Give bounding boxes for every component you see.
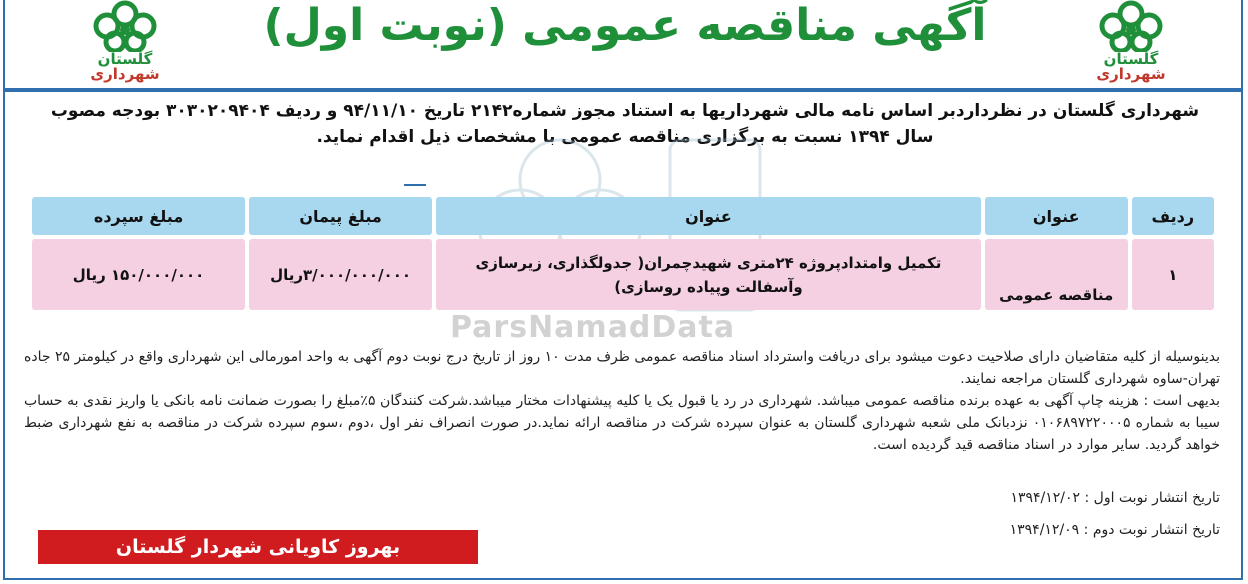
cell-title bbox=[436, 239, 981, 310]
header-row-number: ردیف bbox=[1132, 197, 1214, 235]
decorative-mark bbox=[404, 184, 426, 186]
flower-logo-icon bbox=[1091, 0, 1171, 52]
cell-contract-amount: ۳/۰۰۰/۰۰۰/۰۰۰ریال bbox=[249, 239, 432, 310]
municipality-logo-left bbox=[70, 0, 180, 86]
flower-logo-icon bbox=[85, 0, 165, 52]
header-divider bbox=[3, 88, 1243, 92]
page-title: آگهی مناقصه عمومی (نوبت اول) bbox=[263, 0, 987, 51]
cell-title-line1: تکمیل وامتدادپروژه ۲۴متری شهیدچمران( جدولگذاری، زیرسازی bbox=[475, 253, 942, 272]
cell-title-line2: وآسفالت وپیاده روسازی) bbox=[614, 277, 803, 296]
table-row bbox=[32, 239, 1214, 310]
municipality-logo-right bbox=[1076, 0, 1186, 86]
body-text bbox=[24, 346, 1220, 456]
cell-row-number: ۱ bbox=[1132, 239, 1214, 310]
body-paragraph-2: بدیهی است : هزینه چاپ آگهی به عهده برنده مناقصه عمومی میباشد. شهرداری در رد یا قبول یک یا کلیه پیشنهادات مختار میباشد.شرکت کنندگان ۵٪مبلغ را بصورت ضمانت نامه بانکی یا واریز نقدی به حساب سیبا به شماره ۰۱۰۶۸۹۷۲۲۰۰۰۵ نزدبانک ملی شعبه شهرداری گلستان به عنوان سپرده شرکت در مناقصه ارائه نماید.در صورت انصراف نفر اول ،دوم ،سوم سپرده شرکت در مناقصه به نفع شهرداری ضبط خواهد گردید. سایر موارد در اسناد مناقصه قید گردیده است. bbox=[24, 393, 1220, 453]
cell-type bbox=[985, 239, 1128, 310]
publish-date-first: تاریخ انتشار نوبت اول : ۱۳۹۴/۱۲/۰۲ bbox=[1010, 490, 1220, 506]
table-header-row bbox=[32, 197, 1214, 235]
logo-name-line2: شهرداری bbox=[90, 65, 160, 83]
cell-deposit-amount: ۱۵۰/۰۰۰/۰۰۰ ریال bbox=[32, 239, 245, 310]
intro-line-1: شهرداری گلستان در نظرداردبر اساس نامه مالی شهرداریها به استناد مجوز شماره۲۱۴۲ تاریخ ۹۴/۱۱/۱۰ و ردیف ۳۰۳۰۲۰۹۴۰۴ بودجه مصوب bbox=[50, 101, 1200, 121]
logo-name-line2: شهرداری bbox=[1096, 65, 1166, 83]
publish-date-second: تاریخ انتشار نوبت دوم : ۱۳۹۴/۱۲/۰۹ bbox=[1009, 522, 1220, 538]
watermark-text: ParsNamadData bbox=[450, 310, 736, 345]
body-paragraph-1: بدینوسیله از کلیه متقاضیان دارای صلاحیت دعوت میشود برای دریافت واسترداد اسناد مناقصه عمومی ظرف مدت ۱۰ روز از تاریخ درج نوبت دوم آگهی به واحد امورمالی این شهرداری واقع در کیلومتر ۲۵ جاده تهران-ساوه شهرداری گلستان مراجعه نمایند. bbox=[24, 349, 1220, 387]
tender-table bbox=[28, 193, 1218, 314]
logo-name-line1: گلستان bbox=[1103, 50, 1159, 68]
intro-line-2: سال ۱۳۹۴ نسبت به برگزاری مناقصه عمومی با مشخصات ذیل اقدام نماید. bbox=[316, 127, 934, 147]
cell-type-text: مناقصه عمومی bbox=[999, 286, 1114, 304]
header-title: عنوان bbox=[436, 197, 981, 235]
logo-name-line1: گلستان bbox=[97, 50, 153, 68]
header-deposit-amount: مبلغ سپرده bbox=[32, 197, 245, 235]
signature-banner: بهروز کاویانی شهردار گلستان bbox=[38, 530, 478, 564]
header-contract-amount: مبلغ پیمان bbox=[249, 197, 432, 235]
header-type: عنوان bbox=[985, 197, 1128, 235]
